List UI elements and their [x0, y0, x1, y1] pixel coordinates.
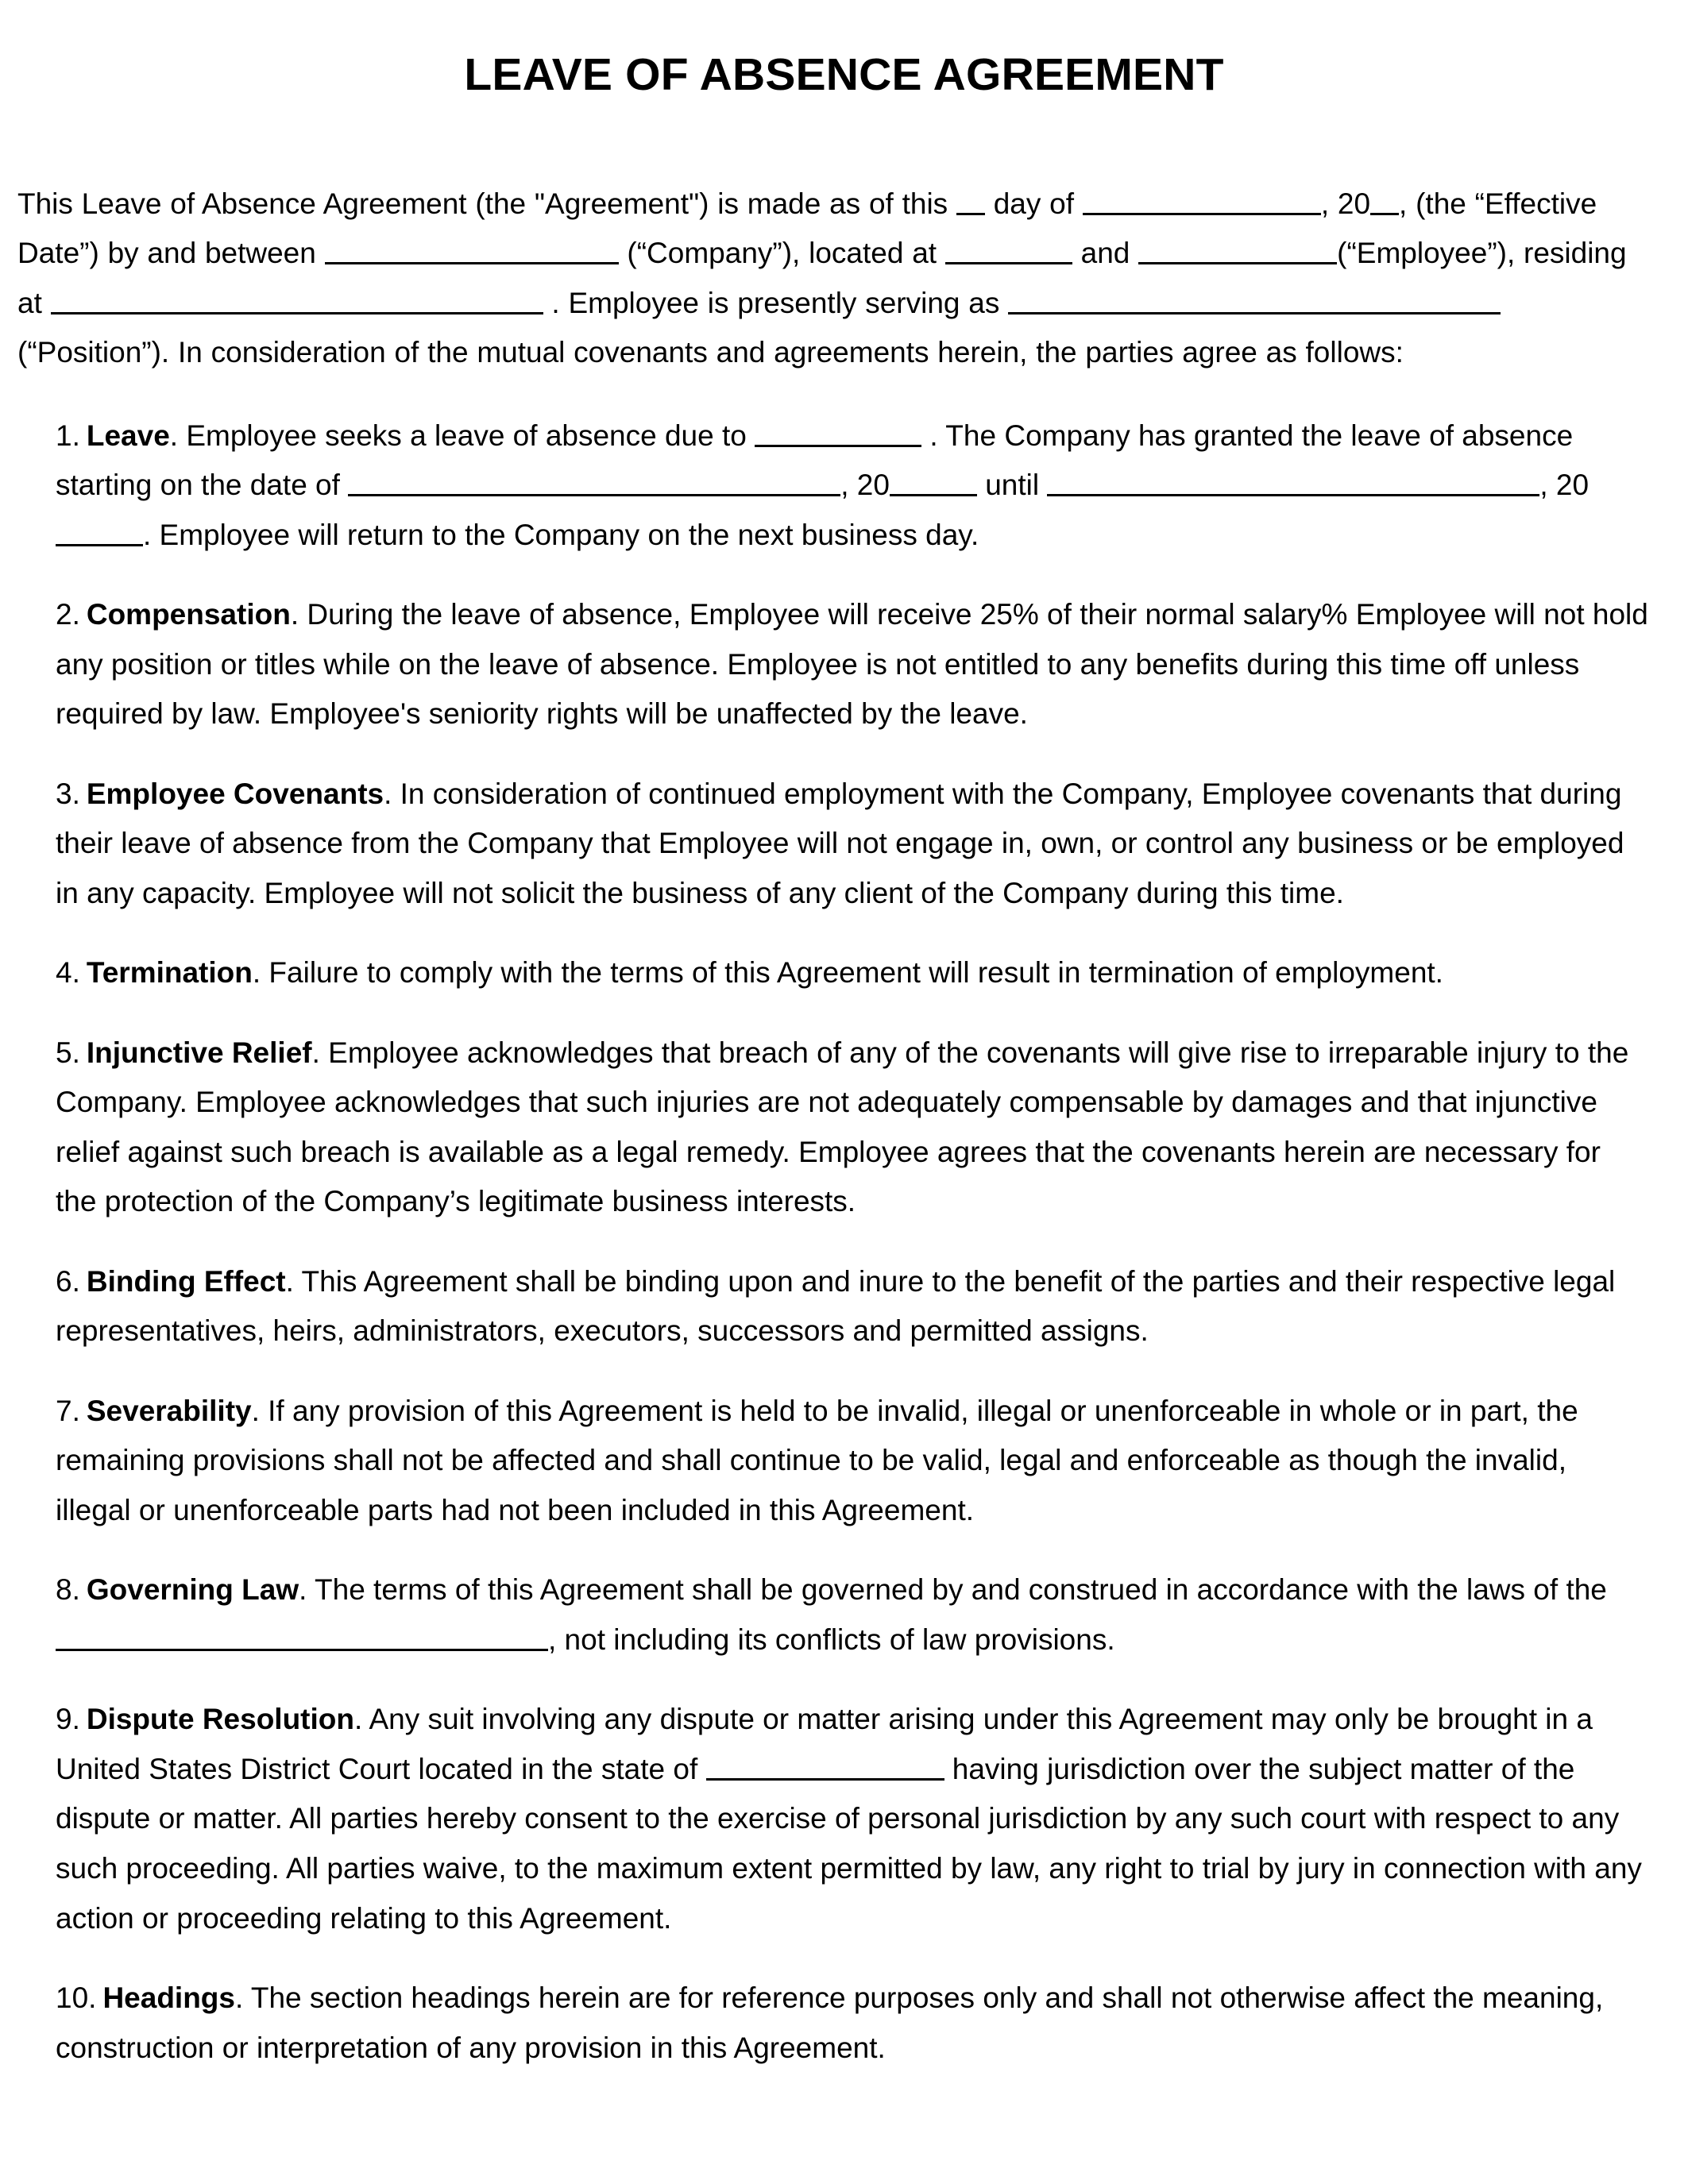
section-text-1: . Employee acknowledges that breach of any of the covenants will give rise to irreparable injury to the Company. Employee acknowledges that such injuries are not adequately compensable by damages and that injunctive relief against such breach is available as a legal remedy. Employee agrees that the covenants herein are necessary for the protection of the Company’s legitimate business interests. [56, 1036, 1629, 1218]
intro-text-5: (“Company”), located at [618, 237, 945, 270]
section-governing-law [56, 1565, 1648, 1665]
intro-text-2: day of [984, 187, 1083, 220]
section-heading: Leave [86, 419, 170, 452]
section-binding-effect [56, 1257, 1648, 1356]
section-text-6: . Employee will return to the Company on the next business day. [143, 518, 979, 551]
section-heading: Headings [102, 1981, 235, 2015]
section-injunctive-relief [56, 1028, 1648, 1227]
section-text-2: , not including its conflicts of law provisions. [548, 1623, 1115, 1656]
section-heading: Dispute Resolution [86, 1703, 354, 1736]
section-number: 8. [56, 1573, 80, 1607]
blank-company-location[interactable] [945, 235, 1072, 264]
section-text-2: having jurisdiction over the subject matter of the dispute or matter. All parties hereby consent to the exercise of personal jurisdiction by any such court with respect to any such proceeding. All parties waive, to the maximum extent permitted by law, any right to trial by jury in connection with any action or proceeding relating to this Agreement. [56, 1752, 1642, 1935]
blank-leave-end-date[interactable] [1047, 467, 1539, 496]
intro-text-8: . Employee is presently serving as [543, 286, 1009, 319]
section-number: 1. [56, 419, 80, 452]
blank-month[interactable] [1083, 186, 1321, 215]
intro-text-6: and [1072, 237, 1139, 270]
section-text-1: . In consideration of continued employment with the Company, Employee covenants that during their leave of absence from the Company that Employee will not engage in, own, or control any business or be employed in any capacity. Employee will not solicit the business of any client of the Company during this time. [56, 777, 1624, 909]
section-heading: Compensation [86, 598, 291, 631]
page-title: LEAVE OF ABSENCE AGREEMENT [464, 49, 1224, 100]
section-heading: Employee Covenants [86, 777, 384, 810]
blank-leave-start-date[interactable] [348, 467, 840, 496]
section-text-1: . This Agreement shall be binding upon and inure to the benefit of the parties and their respective legal representatives, heirs, administrators, executors, successors and permitted assigns. [56, 1264, 1616, 1348]
intro-text-1: This Leave of Absence Agreement (the "Agreement") is made as of this [17, 187, 956, 220]
section-number: 7. [56, 1394, 80, 1427]
blank-governing-law-state[interactable] [56, 1622, 548, 1651]
section-text-1: . The section headings herein are for reference purposes only and shall not otherwise affect the meaning, construction or interpretation of any provision in this Agreement. [56, 1981, 1604, 2064]
section-number: 2. [56, 598, 80, 631]
section-text-4: until [976, 469, 1048, 502]
section-number: 9. [56, 1703, 80, 1736]
section-heading: Severability [86, 1394, 252, 1427]
intro-text-7: (“Employee”), residing at [17, 237, 1627, 319]
section-compensation [56, 590, 1648, 739]
blank-day[interactable] [956, 186, 985, 215]
section-text-1: . Any suit involving any dispute or matter arising under this Agreement may only be brought in a United States District Court located in the state of [56, 1703, 1593, 1785]
section-heading: Binding Effect [86, 1264, 286, 1298]
blank-employee-residence[interactable] [51, 285, 543, 314]
blank-position[interactable] [1008, 285, 1501, 314]
section-text-3: , 20 [840, 469, 890, 502]
blank-employee-name[interactable] [1138, 235, 1337, 264]
section-number: 5. [56, 1036, 80, 1069]
intro-text-3: , 20 [1320, 187, 1371, 220]
section-text-1: . During the leave of absence, Employee will receive 25% of their normal salary% Employee will not hold any position or titles while on the leave of absence. Employee is not entitled to any benefits during this time off unless required by law. Employee's seniority rights will be unaffected by the leave. [56, 598, 1648, 731]
section-text-1: . If any provision of this Agreement is held to be invalid, illegal or unenforceable in whole or in part, the remaining provisions shall not be affected and shall continue to be valid, legal and enforceable as though the invalid, illegal or unenforceable parts had not been included in this Agreement. [56, 1394, 1578, 1526]
section-heading: Injunctive Relief [86, 1036, 312, 1069]
blank-leave-reason[interactable] [755, 418, 921, 447]
section-number: 10. [56, 1981, 97, 2015]
blank-dispute-state[interactable] [706, 1751, 944, 1781]
section-text-5: , 20 [1539, 469, 1590, 502]
numbered-sections [17, 411, 1648, 2073]
intro-paragraph [17, 179, 1648, 378]
section-employee-covenants [56, 770, 1648, 919]
section-headings [56, 1974, 1648, 2073]
section-number: 4. [56, 956, 80, 990]
blank-leave-start-year[interactable] [890, 467, 977, 496]
section-text-2: . The Company has granted the leave of absence starting on the date of [56, 419, 1574, 502]
section-severability [56, 1387, 1648, 1536]
intro-text-4: , (the “Effective Date”) by and between [17, 187, 1597, 270]
section-text-1: . Failure to comply with the terms of this Agreement will result in termination of employment. [252, 956, 1443, 990]
blank-year[interactable] [1370, 186, 1399, 215]
section-text-1: . Employee seeks a leave of absence due to [169, 419, 755, 452]
section-dispute-resolution [56, 1695, 1648, 1943]
section-leave [56, 411, 1648, 561]
section-number: 6. [56, 1264, 80, 1298]
section-heading: Termination [86, 956, 253, 990]
document-body [0, 102, 1688, 2074]
intro-text-9: (“Position”). In consideration of the mutual covenants and agreements herein, the parties agree as follows: [17, 336, 1404, 369]
blank-leave-end-year[interactable] [56, 517, 143, 546]
blank-company-name[interactable] [325, 235, 619, 264]
section-text-1: . The terms of this Agreement shall be governed by and construed in accordance with the laws of the [299, 1573, 1607, 1607]
section-termination [56, 948, 1648, 998]
section-number: 3. [56, 777, 80, 810]
section-heading: Governing Law [86, 1573, 299, 1607]
